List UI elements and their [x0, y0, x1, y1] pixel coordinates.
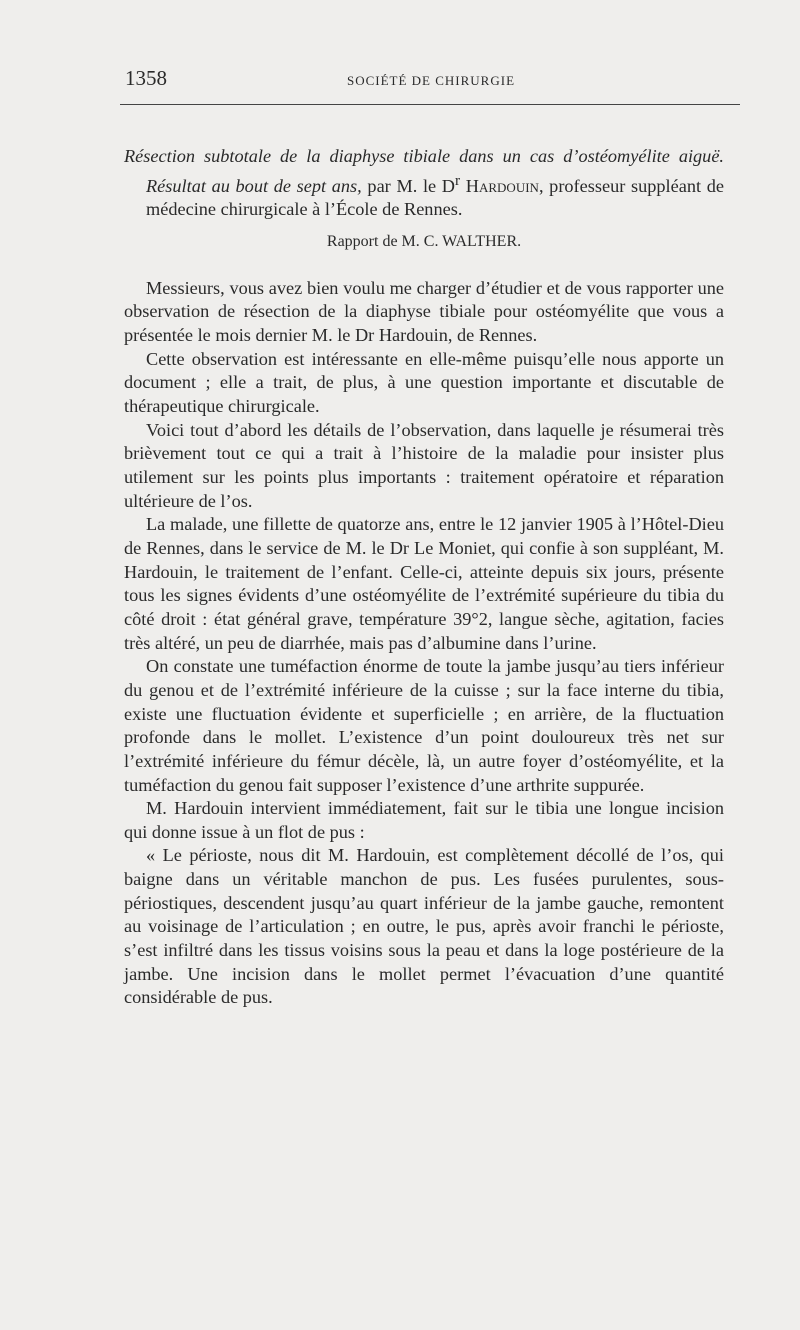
title-italic: Résection subtotale de la diaphyse tibiale dans un cas d’ostéomyélite aiguë. Résultat au bout de sept ans,	[124, 146, 724, 196]
paragraph-6: M. Hardouin intervient immédiatement, fait sur le tibia une longue incision qui donne issue à un flot de pus :	[124, 798, 724, 842]
article-title	[124, 145, 724, 222]
paragraph-4: La malade, une fillette de quatorze ans, entre le 12 janvier 1905 à l’Hôtel-Dieu de Rennes, dans le service de M. le Dr Le Moniet, qui confie à son suppléant, M. Hardouin, le traitement de l’enfant. Celle-ci, atteinte depuis six jours, présente tous les signes évidents d’une ostéomyélite de l’extrémité supérieure du tibia du côté droit : état général grave, température 39°2, langue sèche, agitation, facies très altéré, un peu de diarrhée, mais pas d’albumine dans l’urine.	[124, 514, 724, 653]
paragraph-1: Messieurs, vous avez bien voulu me charger d’étudier et de vous rapporter une observation de résection de la diaphyse tibiale pour ostéomyélite que vous a présentée le mois dernier M. le Dr Hardouin, de Rennes.	[124, 277, 724, 346]
page-number: 1358	[125, 66, 167, 90]
running-head: SOCIÉTÉ DE CHIRURGIE	[346, 73, 516, 88]
page-header	[125, 66, 737, 96]
paragraph-5: On constate une tuméfaction énorme de toute la jambe jusqu’au tiers inférieur du genou et de l’extrémité inférieure de la cuisse ; sur la face interne du tibia, existe une fluctuation évidente et superficielle ; en arrière, de la fluctuation profonde dans le mollet. L’existence d’un point douloureux très net sur l’extrémité inférieure du fémur décèle, là, un autre foyer d’ostéomyélite, et la tuméfaction du genou fait supposer l’existence d’une arthrite suppurée.	[124, 656, 724, 795]
header-rule	[120, 104, 740, 105]
article-body	[124, 145, 724, 1010]
paragraph-2: Cette observation est intéressante en elle-même puisqu’elle nous apporte un document ; elle a trait, de plus, à une question importante et discutable de thérapeutique chirurgicale.	[124, 348, 724, 416]
title-by: par M. le D	[361, 175, 456, 196]
title-rest: , professeur suppléant de médecine chirurgicale à l’École de Rennes.	[146, 175, 724, 220]
paragraph-7: « Le périoste, nous dit M. Hardouin, est complètement décollé de l’os, qui baigne dans un véritable manchon de pus. Les fusées purulentes, sous-périostiques, descendent jusqu’au quart inférieur de la jambe gauche, remontent au voisinage de l’articulation ; en outre, le pus, après avoir franchi le périoste, s’est infiltré dans les tissus voisins sous la peau et dans la loge postérieure de la jambe. Une incision dans le mollet permet l’évacuation d’une quantité considérable de pus.	[124, 845, 724, 1008]
report-line: Rapport de M. C. WALTHER.	[326, 233, 522, 251]
paragraph-3: Voici tout d’abord les détails de l’observation, dans laquelle je résumerai très brièvement tout ce qui a trait à l’histoire de la maladie pour insister plus utilement sur les points plus importants : traitement opératoire et réparation ultérieure de l’os.	[124, 419, 724, 511]
title-author: Hardouin	[465, 175, 539, 196]
title-sup: r	[455, 171, 461, 189]
